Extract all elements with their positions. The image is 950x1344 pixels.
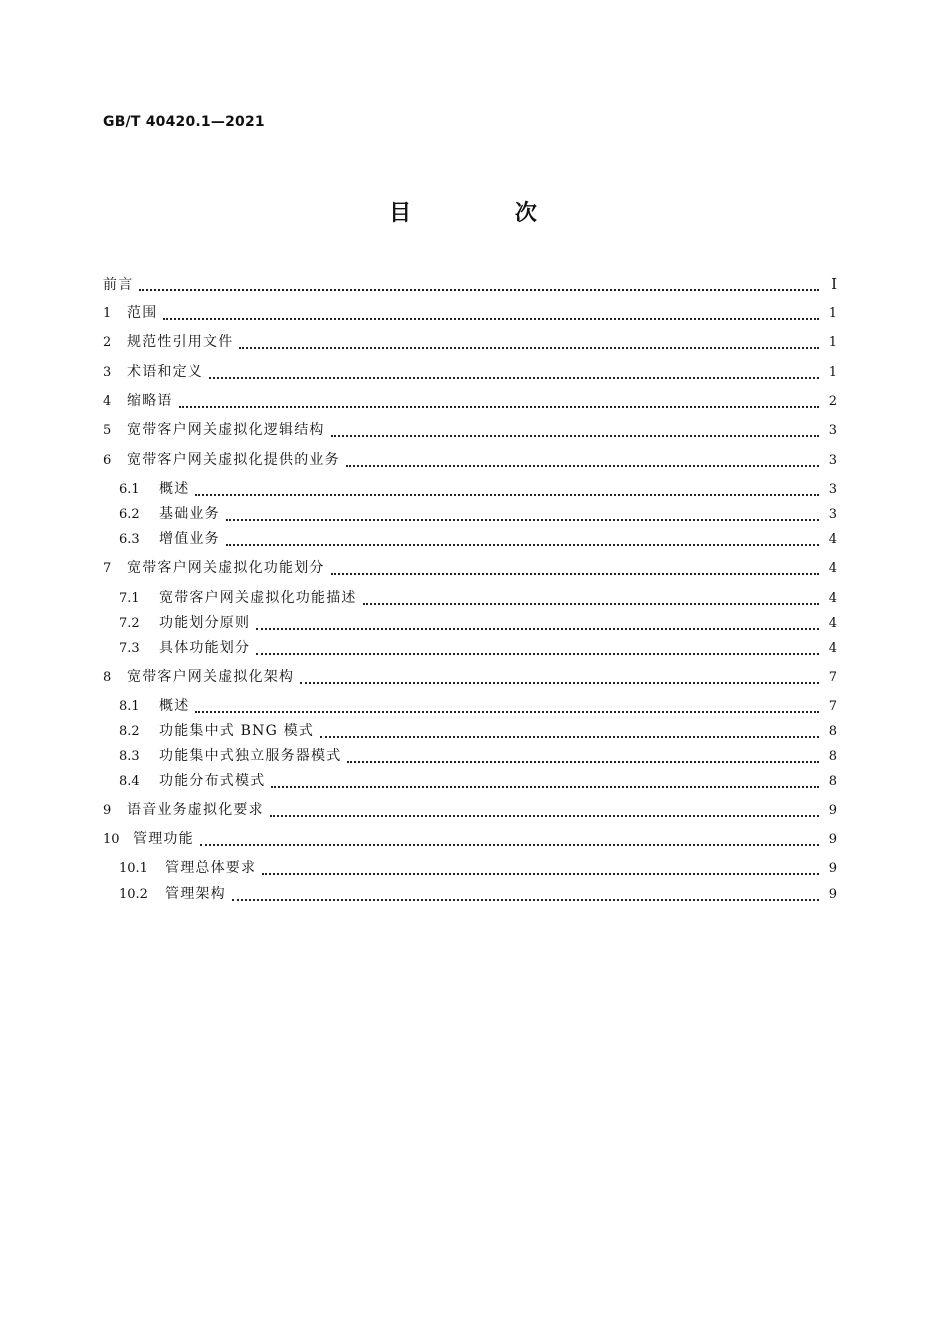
- toc-entry-label: 宽带客户网关虚拟化逻辑结构: [127, 422, 325, 438]
- toc-entry-label: 管理功能: [133, 831, 194, 847]
- document-code: GB/T 40420.1—2021: [103, 114, 265, 130]
- toc-entry-number: 10.2: [119, 887, 148, 902]
- toc-page-number: 4: [828, 591, 837, 606]
- toc-page-number: 7: [828, 699, 837, 714]
- toc-entry-label: 管理总体要求: [165, 860, 257, 876]
- toc-entry-6-2[interactable]: [119, 504, 837, 524]
- toc-page-number: 1: [828, 365, 837, 380]
- toc-entry-number: 9: [103, 803, 112, 818]
- toc-entry-8-4[interactable]: [119, 771, 837, 791]
- toc-entry-number: 8.1: [119, 699, 140, 714]
- toc-entry-7-1[interactable]: [119, 588, 837, 608]
- toc-dot-leader: [256, 614, 819, 630]
- toc-dot-leader: [226, 505, 819, 521]
- toc-entry-label: 语音业务虚拟化要求: [127, 802, 264, 818]
- toc-dot-leader: [163, 304, 819, 320]
- toc-dot-leader: [195, 697, 819, 713]
- toc-entry-number: 6.1: [119, 482, 140, 497]
- toc-entry-label: 管理架构: [165, 886, 226, 902]
- toc-page-number: 1: [828, 306, 837, 321]
- toc-entry-7-3[interactable]: [119, 638, 837, 658]
- toc-page-number: 3: [828, 507, 837, 522]
- toc-page-number: 4: [828, 641, 837, 656]
- toc-entry-10-2[interactable]: [119, 884, 837, 904]
- table-of-contents: [103, 0, 837, 1344]
- toc-entry-number: 7.2: [119, 616, 140, 631]
- toc-dot-leader: [256, 639, 819, 655]
- toc-entry-label: 功能集中式独立服务器模式: [159, 748, 342, 764]
- toc-entry-number: 8: [103, 670, 112, 685]
- toc-dot-leader: [271, 772, 819, 788]
- toc-page-number: 9: [828, 887, 837, 902]
- toc-entry-number: 7.1: [119, 591, 140, 606]
- toc-page-number: 4: [828, 616, 837, 631]
- toc-entry-number: 6.3: [119, 532, 140, 547]
- toc-dot-leader: [347, 747, 819, 763]
- toc-page-number: 3: [828, 453, 837, 468]
- toc-dot-leader: [200, 830, 819, 846]
- toc-entry-9[interactable]: [103, 800, 837, 820]
- toc-entry-5[interactable]: [103, 420, 837, 440]
- toc-dot-leader: [262, 859, 819, 875]
- toc-entry-label: 概述: [159, 698, 190, 714]
- toc-entry-number: 1: [103, 306, 112, 321]
- toc-dot-leader: [139, 275, 819, 291]
- toc-entry-number: 7: [103, 561, 112, 576]
- toc-page-number: 9: [828, 861, 837, 876]
- toc-dot-leader: [331, 421, 819, 437]
- toc-entry-label: 概述: [159, 481, 190, 497]
- toc-entry-label: 宽带客户网关虚拟化功能描述: [159, 590, 357, 606]
- toc-entry-number: 10.1: [119, 861, 148, 876]
- toc-page-number: 9: [828, 803, 837, 818]
- toc-entry-number: 10: [103, 832, 120, 847]
- toc-entry-number: 4: [103, 394, 112, 409]
- toc-entry-7-2[interactable]: [119, 613, 837, 633]
- toc-page-number: 3: [828, 482, 837, 497]
- toc-entry-label: 功能分布式模式: [159, 773, 266, 789]
- toc-entry-label: 规范性引用文件: [127, 334, 234, 350]
- toc-dot-leader: [346, 451, 819, 467]
- toc-entry-label: 宽带客户网关虚拟化提供的业务: [127, 452, 340, 468]
- toc-entry-number: 8.2: [119, 724, 140, 739]
- toc-entry-label: 功能划分原则: [159, 615, 251, 631]
- toc-entry-number: 5: [103, 423, 112, 438]
- toc-entry-label: 增值业务: [159, 531, 220, 547]
- toc-entry-2[interactable]: [103, 332, 837, 352]
- toc-dot-leader: [195, 480, 819, 496]
- toc-entry-number: 8.4: [119, 774, 140, 789]
- toc-dot-leader: [270, 801, 819, 817]
- toc-entry-label: 功能集中式 BNG 模式: [159, 723, 315, 739]
- toc-entry-number: 2: [103, 335, 112, 350]
- toc-dot-leader: [209, 363, 819, 379]
- toc-dot-leader: [179, 392, 819, 408]
- toc-dot-leader: [232, 885, 819, 901]
- toc-dot-leader: [363, 589, 819, 605]
- toc-entry-6-1[interactable]: [119, 479, 837, 499]
- toc-page-number: 3: [828, 423, 837, 438]
- toc-entry-foreword[interactable]: [103, 274, 837, 294]
- toc-entry-10[interactable]: [103, 829, 837, 849]
- toc-dot-leader: [239, 333, 819, 349]
- toc-entry-label: 缩略语: [127, 393, 173, 409]
- toc-entry-number: 8.3: [119, 749, 140, 764]
- toc-entry-8-1[interactable]: [119, 696, 837, 716]
- toc-dot-leader: [320, 722, 819, 738]
- toc-entry-number: 7.3: [119, 641, 140, 656]
- toc-entry-10-1[interactable]: [119, 858, 837, 878]
- toc-page-number: 7: [828, 670, 837, 685]
- toc-page-number: 4: [828, 561, 837, 576]
- toc-entry-8-3[interactable]: [119, 746, 837, 766]
- toc-page-number: 4: [828, 532, 837, 547]
- toc-entry-3[interactable]: [103, 362, 837, 382]
- toc-entry-label: 具体功能划分: [159, 640, 251, 656]
- toc-entry-label: 基础业务: [159, 506, 220, 522]
- toc-dot-leader: [331, 559, 819, 575]
- toc-dot-leader: [300, 668, 819, 684]
- toc-entry-label: 宽带客户网关虚拟化功能划分: [127, 560, 325, 576]
- toc-entry-1[interactable]: [103, 303, 837, 323]
- toc-entry-8[interactable]: [103, 667, 837, 687]
- toc-page-number: I: [831, 275, 837, 293]
- toc-page-number: 8: [828, 724, 837, 739]
- toc-entry-number: 6: [103, 453, 112, 468]
- toc-page-number: 2: [828, 394, 837, 409]
- toc-page-number: 8: [828, 749, 837, 764]
- toc-entry-number: 6.2: [119, 507, 140, 522]
- toc-dot-leader: [226, 530, 819, 546]
- toc-page-number: 9: [828, 832, 837, 847]
- toc-page-number: 1: [828, 335, 837, 350]
- toc-entry-label: 术语和定义: [127, 364, 203, 380]
- toc-entry-label: 宽带客户网关虚拟化架构: [127, 669, 295, 685]
- toc-entry-8-2[interactable]: [119, 721, 837, 741]
- toc-entry-7[interactable]: [103, 558, 837, 578]
- toc-entry-6-3[interactable]: [119, 529, 837, 549]
- toc-entry-label: 范围: [127, 305, 158, 321]
- page-title: 目 次: [389, 201, 585, 226]
- toc-page-number: 8: [828, 774, 837, 789]
- toc-entry-4[interactable]: [103, 391, 837, 411]
- toc-entry-label: 前言: [103, 277, 134, 293]
- toc-entry-6[interactable]: [103, 450, 837, 470]
- toc-entry-number: 3: [103, 365, 112, 380]
